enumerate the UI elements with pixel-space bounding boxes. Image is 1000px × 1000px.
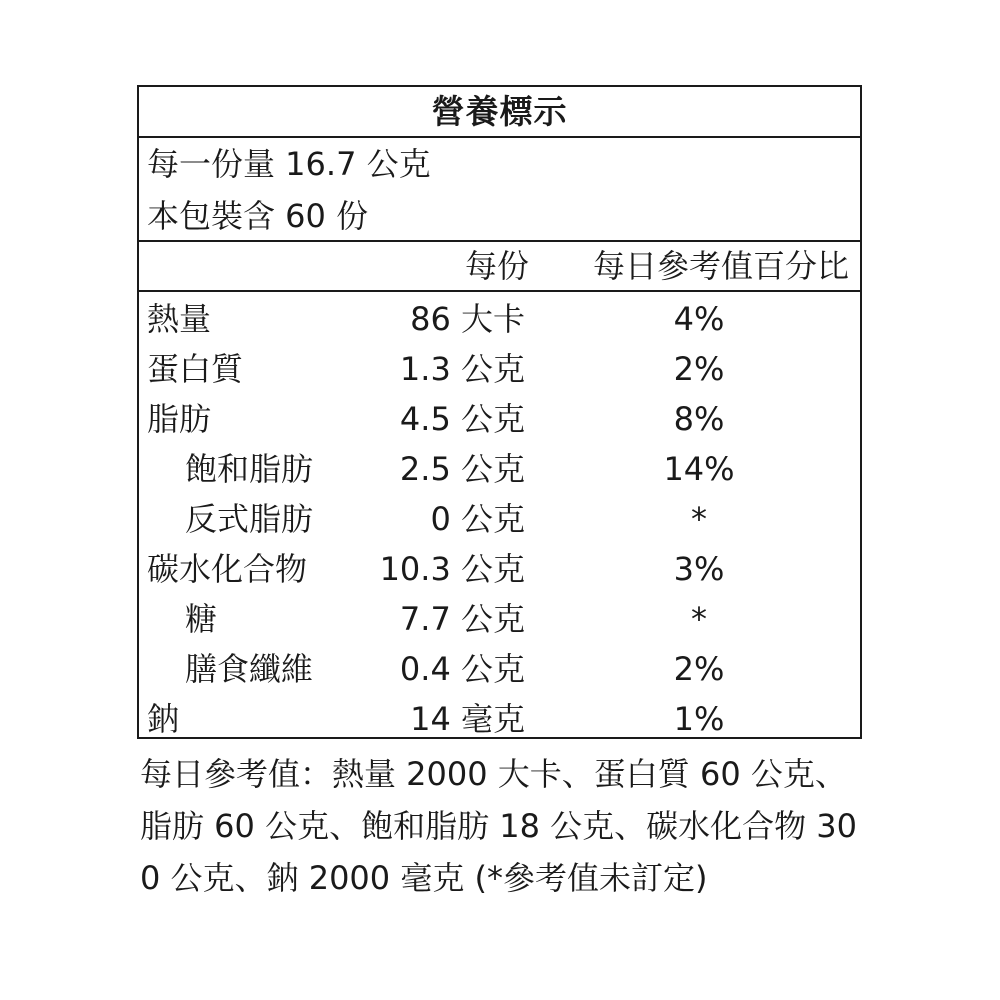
nutrient-name: 蛋白質 [147,350,244,388]
label-title: 營養標示 [139,87,860,138]
nutrient-amount: 0 公克 [430,500,525,538]
nutrient-dv: 4% [673,300,725,338]
nutrient-amount: 2.5 公克 [399,450,525,488]
nutrient-dv: 14% [663,450,735,488]
nutrient-amount: 4.5 公克 [399,400,525,438]
nutrient-amount: 1.3 公克 [399,350,525,388]
per-serving-header: 每份 [464,247,529,285]
nutrient-name: 熱量 [147,300,212,338]
nutrient-amount: 14 毫克 [410,700,525,738]
nutrient-name: 糖 [185,600,218,638]
nutrient-row-dietary-fiber [139,644,860,694]
servings-per-package: 本包裝含 60 份 [147,197,369,235]
nutrient-row-saturated-fat [139,444,860,494]
daily-value-header: 每日參考值百分比 [592,247,849,285]
nutrient-name: 鈉 [147,700,180,738]
nutrient-name: 膳食纖維 [185,650,314,688]
nutrient-amount: 10.3 公克 [379,550,525,588]
nutrient-name: 碳水化合物 [147,550,308,588]
nutrient-dv: 1% [673,700,725,738]
nutrient-dv: 2% [673,650,725,688]
nutrient-amount: 7.7 公克 [399,600,525,638]
nutrient-row-trans-fat [139,494,860,544]
nutrient-table [139,294,860,744]
nutrient-row-carbohydrate [139,544,860,594]
nutrient-row-fat [139,394,860,444]
nutrient-amount: 86 大卡 [410,300,525,338]
nutrition-label [137,85,862,739]
nutrient-dv: * [691,600,707,638]
nutrient-dv: 2% [673,350,725,388]
nutrient-name: 飽和脂肪 [185,450,314,488]
nutrient-amount: 0.4 公克 [399,650,525,688]
daily-value-footnote: 每日參考值：熱量 2000 大卡、蛋白質 60 公克、脂肪 60 公克、飽和脂肪 18 公克、碳水化合物 300 公克、鈉 2000 毫克 (*參考值未訂定) [140,755,858,897]
nutrient-row-calories [139,294,860,344]
nutrient-row-sugar [139,594,860,644]
column-header-row [139,242,860,292]
nutrient-dv: * [691,500,707,538]
nutrient-row-sodium [139,694,860,744]
nutrient-dv: 3% [673,550,725,588]
nutrient-dv: 8% [673,400,725,438]
nutrient-name: 反式脂肪 [185,500,314,538]
serving-info [139,138,860,242]
serving-size: 每一份量 16.7 公克 [147,145,431,183]
nutrient-name: 脂肪 [147,400,212,438]
nutrient-row-protein [139,344,860,394]
